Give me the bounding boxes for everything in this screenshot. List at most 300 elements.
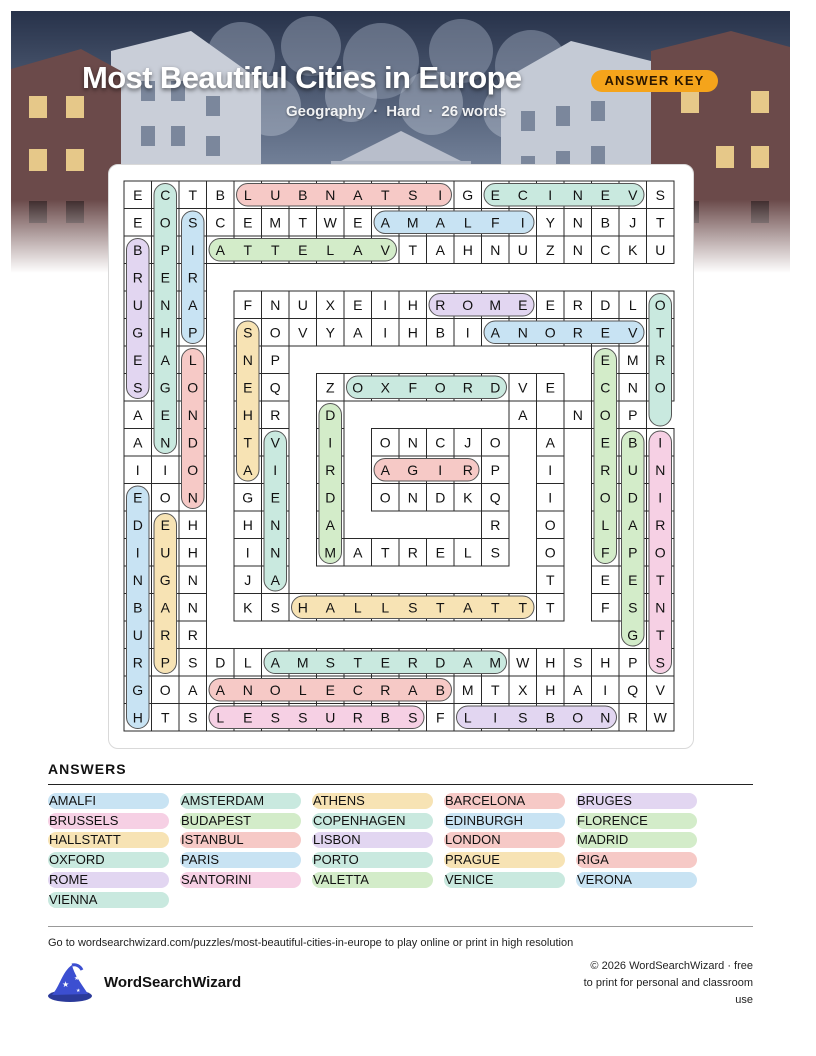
grid-letter: N — [572, 406, 583, 423]
grid-letter: I — [658, 434, 663, 451]
grid-letter: P — [628, 406, 638, 423]
grid-letter: V — [518, 379, 528, 396]
grid-letter: O — [187, 461, 199, 478]
grid-letter: F — [600, 544, 610, 561]
grid-letter: A — [380, 214, 390, 231]
letter-grid — [109, 165, 693, 748]
grid-letter: O — [599, 406, 611, 423]
grid-letter: Q — [627, 681, 639, 698]
grid-letter: C — [215, 214, 226, 231]
grid-letter: N — [407, 489, 418, 506]
grid-letter: A — [133, 434, 143, 451]
grid-letter: E — [160, 516, 170, 533]
answer-item: RIGA — [576, 852, 697, 868]
grid-letter: I — [548, 461, 553, 478]
grid-letter: B — [600, 214, 610, 231]
grid-letter: V — [298, 324, 308, 341]
grid-letter: R — [490, 516, 501, 533]
grid-letter: A — [188, 296, 198, 313]
grid-letter: O — [654, 544, 666, 561]
grid-letter: R — [187, 626, 198, 643]
grid-letter: H — [187, 544, 198, 561]
grid-letter: H — [600, 654, 611, 671]
grid-letter: T — [655, 214, 665, 231]
grid-letter: D — [215, 654, 226, 671]
grid-letter: N — [490, 241, 501, 258]
grid-letter: N — [187, 489, 198, 506]
grid-letter: E — [243, 379, 253, 396]
answer-item: AMALFI — [48, 793, 169, 809]
grid-letter: E — [518, 296, 528, 313]
answer-item: HALLSTATT — [48, 832, 169, 848]
answer-item: FLORENCE — [576, 813, 697, 829]
grid-letter: A — [353, 544, 363, 561]
grid-letter: P — [188, 324, 198, 341]
grid-letter: O — [489, 434, 501, 451]
grid-letter: T — [380, 186, 390, 203]
grid-letter: N — [242, 351, 253, 368]
grid-letter: F — [490, 214, 500, 231]
grid-letter: R — [600, 461, 611, 478]
grid-letter: D — [600, 296, 611, 313]
grid-letter: O — [159, 681, 171, 698]
grid-letter: S — [408, 186, 418, 203]
answer-item: LISBON — [312, 832, 433, 848]
grid-letter: O — [159, 214, 171, 231]
grid-letter: J — [464, 434, 472, 451]
grid-letter: O — [544, 324, 556, 341]
grid-letter: L — [463, 544, 472, 561]
grid-letter: E — [600, 434, 610, 451]
grid-letter: R — [462, 461, 473, 478]
grid-letter: L — [463, 214, 472, 231]
grid-letter: G — [462, 186, 474, 203]
grid-letter: U — [655, 241, 666, 258]
grid-letter: C — [435, 434, 446, 451]
grid-letter: E — [133, 489, 143, 506]
grid-letter: B — [545, 709, 555, 726]
grid-letter: I — [383, 296, 388, 313]
grid-letter: N — [517, 324, 528, 341]
grid-letter: S — [298, 709, 308, 726]
grid-letter: H — [132, 709, 143, 726]
grid-letter: E — [380, 654, 390, 671]
grid-letter: H — [242, 516, 253, 533]
grid-letter: V — [380, 241, 390, 258]
grid-letter: L — [243, 186, 252, 203]
grid-letter: T — [353, 654, 363, 671]
answers-divider — [48, 784, 753, 785]
grid-letter: H — [545, 681, 556, 698]
grid-letter: E — [270, 489, 280, 506]
grid-letter: N — [187, 406, 198, 423]
grid-letter: L — [216, 709, 225, 726]
answer-item: VERONA — [576, 872, 697, 888]
grid-letter: L — [243, 654, 252, 671]
grid-letter: N — [325, 186, 336, 203]
grid-letter: H — [242, 406, 253, 423]
grid-letter: I — [520, 214, 525, 231]
grid-letter: L — [601, 516, 610, 533]
grid-letter: A — [628, 516, 638, 533]
grid-letter: O — [269, 681, 281, 698]
grid-letter: C — [160, 186, 171, 203]
grid-letter: Y — [325, 324, 335, 341]
grid-letter: V — [270, 434, 280, 451]
grid-letter: U — [160, 544, 171, 561]
grid-letter: N — [627, 379, 638, 396]
grid-letter: O — [187, 379, 199, 396]
grid-letter: I — [548, 186, 553, 203]
grid-letter: S — [655, 654, 665, 671]
grid-letter: B — [133, 599, 143, 616]
grid-letter: M — [626, 351, 639, 368]
grid-letter: I — [658, 489, 663, 506]
grid-letter: N — [242, 681, 253, 698]
grid-letter: F — [243, 296, 253, 313]
grid-letter: A — [133, 406, 143, 423]
grid-letter: H — [462, 241, 473, 258]
grid-letter: S — [490, 544, 500, 561]
grid-letter: A — [270, 654, 280, 671]
grid-letter: D — [325, 406, 336, 423]
grid-letter: U — [517, 241, 528, 258]
difficulty-label: Hard — [386, 103, 421, 120]
grid-letter: M — [489, 296, 502, 313]
grid-letter: E — [600, 324, 610, 341]
grid-letter: A — [353, 241, 363, 258]
grid-letter: T — [298, 214, 308, 231]
grid-letter: O — [654, 296, 666, 313]
grid-letter: L — [298, 681, 307, 698]
grid-letter: O — [379, 489, 391, 506]
grid-letter: E — [325, 681, 335, 698]
answer-item: ATHENS — [312, 793, 433, 809]
grid-letter: R — [132, 269, 143, 286]
grid-letter: Q — [269, 379, 281, 396]
grid-letter: R — [380, 681, 391, 698]
grid-letter: P — [160, 654, 170, 671]
grid-letter: A — [160, 351, 170, 368]
grid-letter: Z — [325, 379, 335, 396]
grid-letter: Y — [545, 214, 555, 231]
grid-letter: O — [572, 709, 584, 726]
grid-letter: D — [435, 489, 446, 506]
grid-letter: T — [655, 324, 665, 341]
grid-letter: R — [407, 654, 418, 671]
svg-text:★: ★ — [76, 988, 81, 994]
grid-letter: N — [270, 544, 281, 561]
grid-letter: D — [435, 654, 446, 671]
grid-letter: A — [188, 681, 198, 698]
copyright-text: © 2026 WordSearchWizard · free to print for personal and classroom use — [583, 960, 753, 1006]
grid-letter: E — [600, 186, 610, 203]
grid-letter: H — [160, 324, 171, 341]
grid-letter: B — [298, 186, 308, 203]
grid-letter: D — [132, 516, 143, 533]
answer-item: VENICE — [444, 872, 565, 888]
grid-letter: T — [490, 681, 500, 698]
grid-letter: R — [572, 324, 583, 341]
grid-letter: E — [133, 351, 143, 368]
grid-letter: T — [243, 434, 253, 451]
answer-item: BUDAPEST — [180, 813, 301, 829]
grid-letter: E — [545, 379, 555, 396]
grid-letter: I — [163, 461, 168, 478]
grid-letter: E — [243, 709, 253, 726]
grid-letter: S — [133, 379, 143, 396]
grid-letter: G — [407, 461, 419, 478]
grid-letter: B — [435, 324, 445, 341]
grid-letter: I — [190, 241, 195, 258]
grid-letter: O — [379, 434, 391, 451]
grid-letter: L — [381, 599, 390, 616]
grid-letter: A — [463, 654, 473, 671]
grid-letter: T — [545, 599, 555, 616]
grid-letter: P — [490, 461, 500, 478]
grid-letter: A — [270, 571, 280, 588]
grid-letter: S — [243, 324, 253, 341]
grid-letter: K — [243, 599, 253, 616]
grid-letter: A — [463, 599, 473, 616]
puzzle-meta: Geography · Hard · 26 words — [286, 103, 507, 120]
answer-item: PRAGUE — [444, 852, 565, 868]
grid-letter: S — [270, 599, 280, 616]
answer-item: PORTO — [312, 852, 433, 868]
answer-item: COPENHAGEN — [312, 813, 433, 829]
grid-letter: V — [655, 681, 665, 698]
grid-letter: A — [545, 434, 555, 451]
grid-letter: V — [628, 324, 638, 341]
play-online-link[interactable]: Go to wordsearchwizard.com/puzzles/most-beautiful-cities-in-europe to play online or print in high resolution — [48, 937, 574, 949]
grid-letter: S — [325, 654, 335, 671]
grid-letter: X — [380, 379, 390, 396]
grid-letter: U — [325, 709, 336, 726]
grid-letter: E — [353, 296, 363, 313]
grid-letter: R — [407, 544, 418, 561]
grid-letter: E — [133, 214, 143, 231]
grid-letter: R — [160, 626, 171, 643]
grid-letter: M — [406, 214, 419, 231]
grid-letter: R — [187, 269, 198, 286]
grid-letter: G — [159, 379, 171, 396]
answer-item: LONDON — [444, 832, 565, 848]
grid-letter: T — [490, 599, 500, 616]
answer-item: MADRID — [576, 832, 697, 848]
grid-letter: T — [270, 241, 280, 258]
grid-letter: A — [518, 406, 528, 423]
answer-item: PARIS — [180, 852, 301, 868]
grid-letter: N — [132, 571, 143, 588]
grid-letter: I — [548, 489, 553, 506]
grid-letter: Q — [489, 489, 501, 506]
grid-letter: A — [353, 324, 363, 341]
grid-letter: U — [132, 296, 143, 313]
grid-letter: O — [159, 489, 171, 506]
grid-letter: R — [655, 351, 666, 368]
answer-item: VIENNA — [48, 892, 169, 908]
grid-letter: T — [435, 599, 445, 616]
grid-letter: O — [352, 379, 364, 396]
grid-letter: C — [517, 186, 528, 203]
svg-text:★: ★ — [74, 975, 80, 982]
grid-letter: O — [544, 516, 556, 533]
grid-letter: G — [132, 681, 144, 698]
grid-letter: S — [573, 654, 583, 671]
word-count-label: 26 words — [441, 103, 507, 120]
grid-letter: I — [135, 461, 140, 478]
grid-letter: N — [187, 571, 198, 588]
grid-letter: X — [518, 681, 528, 698]
grid-letter: O — [544, 544, 556, 561]
answer-item: AMSTERDAM — [180, 793, 301, 809]
grid-letter: E — [600, 571, 610, 588]
grid-letter: O — [434, 379, 446, 396]
grid-letter: K — [463, 489, 473, 506]
grid-letter: A — [435, 241, 445, 258]
grid-letter: T — [188, 186, 198, 203]
grid-letter: T — [380, 544, 390, 561]
grid-letter: H — [297, 599, 308, 616]
grid-letter: K — [628, 241, 638, 258]
grid-letter: R — [325, 461, 336, 478]
grid-letter: B — [435, 681, 445, 698]
answer-item: VALETTA — [312, 872, 433, 888]
grid-letter: I — [465, 324, 470, 341]
grid-letter: C — [352, 681, 363, 698]
grid-letter: I — [328, 434, 333, 451]
grid-letter: J — [244, 571, 252, 588]
grid-letter: I — [603, 681, 608, 698]
grid-letter: A — [490, 324, 500, 341]
grid-letter: R — [132, 654, 143, 671]
grid-letter: O — [654, 379, 666, 396]
grid-letter: S — [408, 599, 418, 616]
grid-letter: R — [352, 709, 363, 726]
grid-letter: R — [627, 709, 638, 726]
answer-item: OXFORD — [48, 852, 169, 868]
grid-letter: A — [353, 186, 363, 203]
grid-letter: H — [187, 516, 198, 533]
grid-letter: L — [353, 599, 362, 616]
grid-letter: S — [188, 654, 198, 671]
grid-letter: U — [270, 186, 281, 203]
grid-letter: N — [187, 599, 198, 616]
grid-letter: E — [160, 406, 170, 423]
grid-letter: F — [408, 379, 418, 396]
grid-letter: S — [628, 599, 638, 616]
grid-letter: T — [655, 571, 665, 588]
grid-letter: E — [490, 186, 500, 203]
grid-letter: F — [600, 599, 610, 616]
grid-letter: I — [273, 461, 278, 478]
grid-letter: E — [435, 544, 445, 561]
grid-letter: D — [187, 434, 198, 451]
grid-letter: C — [600, 379, 611, 396]
grid-letter: B — [380, 709, 390, 726]
grid-letter: S — [408, 709, 418, 726]
answer-item: ISTANBUL — [180, 832, 301, 848]
grid-letter: P — [628, 654, 638, 671]
grid-letter: M — [461, 681, 474, 698]
footer-divider — [48, 926, 753, 927]
grid-letter: O — [269, 324, 281, 341]
grid-letter: G — [132, 324, 144, 341]
puzzle-title: Most Beautiful Cities in Europe — [82, 60, 522, 95]
grid-letter: B — [133, 241, 143, 258]
answer-item: SANTORINI — [180, 872, 301, 888]
grid-letter: W — [653, 709, 667, 726]
grid-letter: E — [160, 269, 170, 286]
answer-key-badge: ANSWER KEY — [591, 70, 718, 92]
grid-letter: N — [572, 241, 583, 258]
grid-letter: L — [188, 351, 197, 368]
grid-letter: U — [132, 626, 143, 643]
grid-letter: T — [545, 571, 555, 588]
grid-letter: D — [490, 379, 501, 396]
grid-letter: S — [188, 214, 198, 231]
grid-letter: T — [243, 241, 253, 258]
grid-letter: N — [655, 599, 666, 616]
grid-letter: S — [188, 709, 198, 726]
grid-letter: B — [628, 434, 638, 451]
grid-letter: P — [628, 544, 638, 561]
grid-letter: H — [407, 324, 418, 341]
puzzle-card — [108, 164, 694, 749]
brand-name[interactable]: WordSearchWizard — [104, 974, 242, 991]
grid-letter: U — [297, 296, 308, 313]
grid-letter: S — [518, 709, 528, 726]
grid-letter: I — [438, 186, 443, 203]
grid-letter: N — [655, 461, 666, 478]
grid-letter: R — [435, 296, 446, 313]
grid-letter: D — [325, 489, 336, 506]
grid-letter: N — [160, 434, 171, 451]
grid-letter: N — [270, 516, 281, 533]
grid-letter: A — [243, 461, 253, 478]
grid-letter: Z — [545, 241, 555, 258]
grid-letter: R — [270, 406, 281, 423]
category-label: Geography — [286, 103, 366, 120]
grid-letter: P — [160, 241, 170, 258]
grid-letter: A — [215, 681, 225, 698]
grid-letter: E — [545, 296, 555, 313]
grid-letter: I — [383, 324, 388, 341]
grid-letter: U — [627, 461, 638, 478]
grid-letter: G — [242, 489, 254, 506]
grid-letter: B — [215, 186, 225, 203]
answers-heading: ANSWERS — [48, 761, 127, 777]
grid-letter: L — [628, 296, 637, 313]
grid-letter: N — [407, 434, 418, 451]
grid-letter: H — [545, 654, 556, 671]
grid-letter: F — [435, 709, 445, 726]
grid-letter: X — [325, 296, 335, 313]
grid-letter: T — [518, 599, 528, 616]
grid-letter: H — [407, 296, 418, 313]
grid-letter: T — [160, 709, 170, 726]
answer-item: BARCELONA — [444, 793, 565, 809]
grid-letter: I — [135, 544, 140, 561]
grid-letter: O — [599, 489, 611, 506]
grid-letter: V — [628, 186, 638, 203]
grid-letter: O — [462, 296, 474, 313]
answer-item: BRUSSELS — [48, 813, 169, 829]
grid-letter: A — [325, 516, 335, 533]
grid-letter: T — [655, 626, 665, 643]
grid-letter: A — [215, 241, 225, 258]
grid-letter: I — [438, 461, 443, 478]
